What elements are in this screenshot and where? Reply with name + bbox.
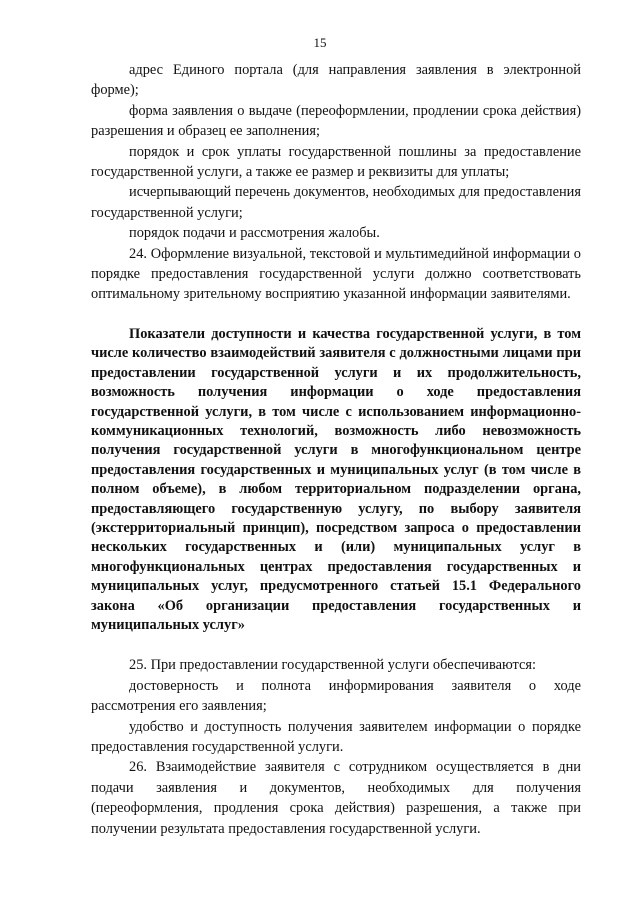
paragraph-convenience: удобство и доступность получения заявителем информации о порядке предоставления государственной услуги. [91, 718, 581, 755]
paragraph-documents-list: исчерпывающий перечень документов, необходимых для предоставления государственной услуги; [91, 184, 581, 221]
paragraph-item-26: 26. Взаимодействие заявителя с сотрудником осуществляется в дни подачи заявления и документов, необходимых для получения (переоформления, продления срока действия) разрешения, а также при получении результата предоставления государственной услуги. [91, 759, 581, 837]
paragraph-portal-address: адрес Единого портала (для направления заявления в электронной форме); [91, 62, 581, 99]
paragraph-item-24: 24. Оформление визуальной, текстовой и мультимедийной информации о порядке предоставления государственной услуги должно соответствовать оптимальному зрительному восприятию указанной информации заявителями. [91, 245, 581, 303]
document-body [91, 60, 581, 839]
section-heading: Показатели доступности и качества государственной услуги, в том числе количество взаимодействий заявителя с должностными лицами при предоставлении государственной услуги и их продолжительность, возможность получения информации о ходе предоставления государственной услуги, в том числе с использованием информационно-коммуникационных технологий, возможность либо невозможность получения государственной услуги в многофункциональном центре предоставления государственных и муниципальных услуг (в том числе в полном объеме), в любом территориальном подразделении органа, предоставляющего государственную услугу, по выбору заявителя (экстерриториальный принцип), посредством запроса о предоставлении нескольких государственных и (или) муниципальных услуг в многофункциональных центрах предоставления государственных и муниципальных услуг, предусмотренного статьей 15.1 Федерального закона «Об организации предоставления государственных и муниципальных услуг» [91, 325, 581, 633]
paragraph-fee-payment: порядок и срок уплаты государственной пошлины за предоставление государственной услуги, а также ее размер и реквизиты для уплаты; [91, 143, 581, 181]
paragraph-application-form: форма заявления о выдаче (переоформлении, продлении срока действия) разрешения и образец ее заполнения; [91, 102, 581, 140]
paragraph-complaint-procedure: порядок подачи и рассмотрения жалобы. [129, 225, 380, 242]
page-number: 15 [313, 35, 327, 50]
paragraph-reliability: достоверность и полнота информирования заявителя о ходе рассмотрения его заявления; [91, 677, 581, 715]
paragraph-item-25: 25. При предоставлении государственной услуги обеспечиваются: [129, 657, 537, 674]
